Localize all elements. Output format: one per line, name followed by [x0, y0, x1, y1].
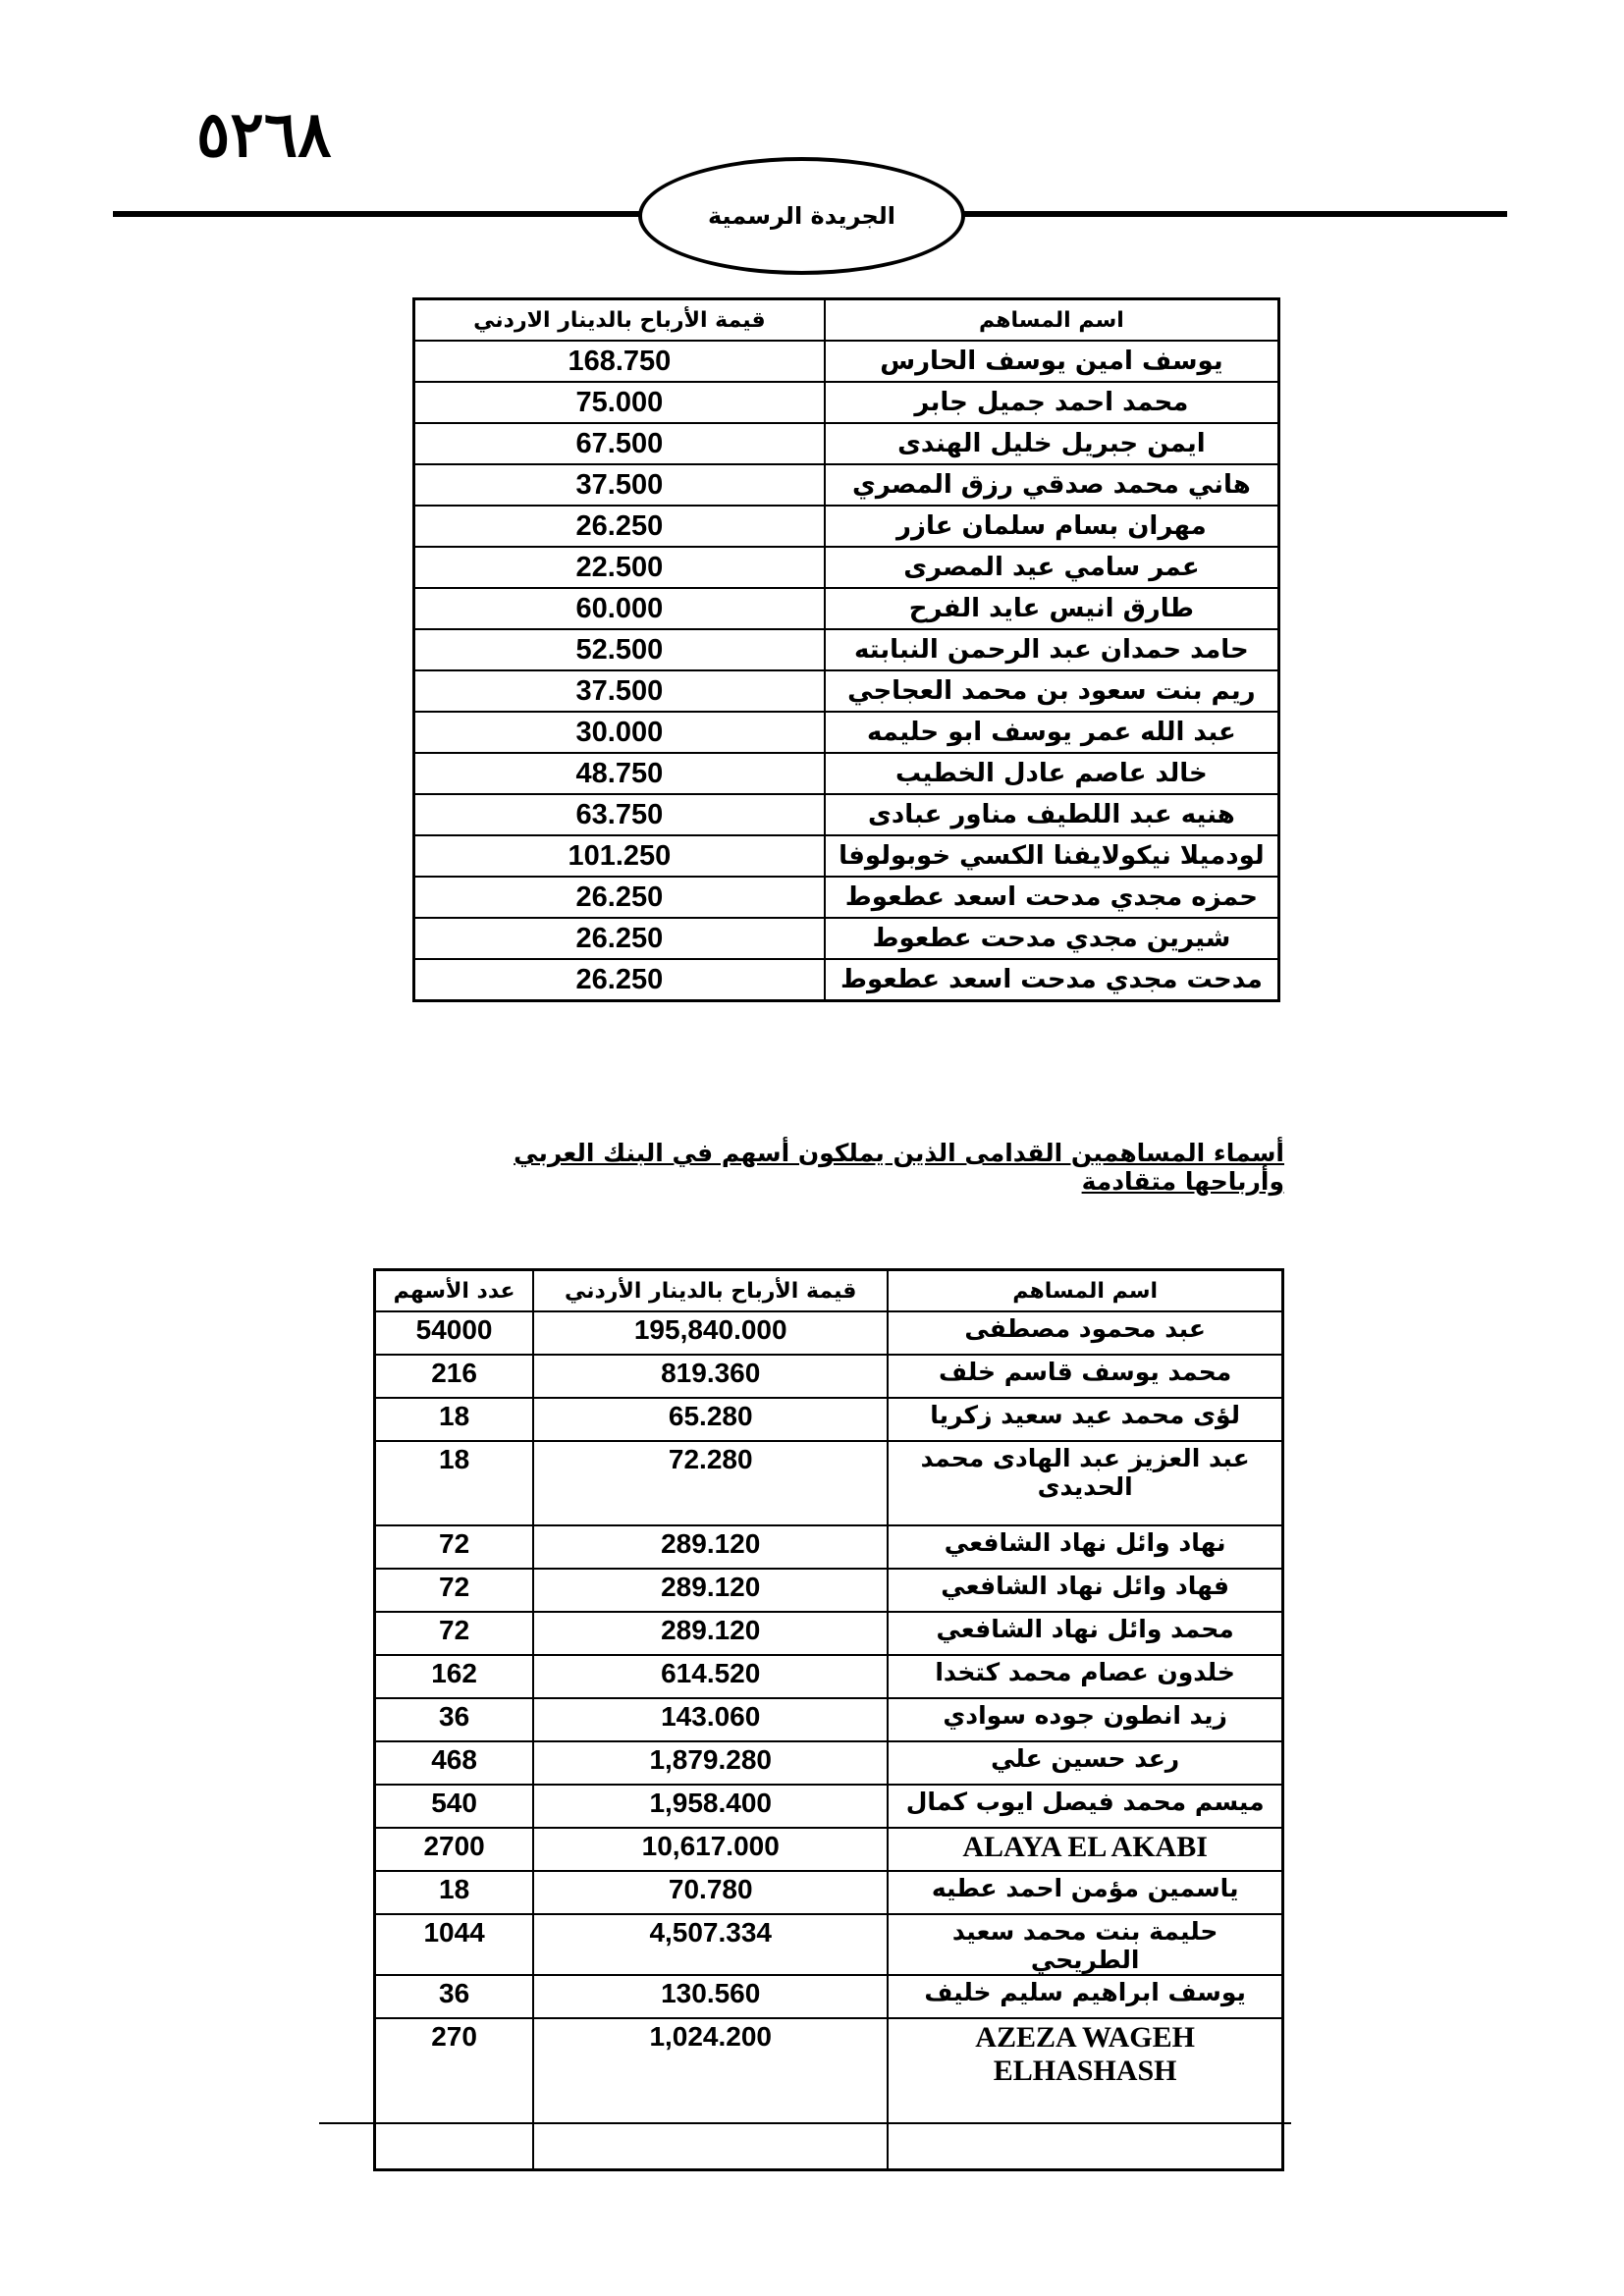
- table-row: [375, 1741, 1283, 1785]
- dividend-value: 168.750: [414, 341, 825, 382]
- table-row: [375, 1311, 1283, 1355]
- table-row: [414, 341, 1279, 382]
- shareholder-name: حمزه مجدي مدحت اسعد عطعوط: [825, 877, 1279, 918]
- header-dividends: قيمة الأرباح بالدينار الاردني: [414, 299, 825, 342]
- shareholder-name: نهاد وائل نهاد الشافعي: [888, 1525, 1282, 1569]
- shareholder-name: خالد عاصم عادل الخطيب: [825, 753, 1279, 794]
- table-row: [414, 464, 1279, 506]
- table-row: [414, 918, 1279, 959]
- dividend-value: 30.000: [414, 712, 825, 753]
- table-row: [375, 1655, 1283, 1698]
- table-row: [414, 877, 1279, 918]
- share-count: 270: [375, 2018, 534, 2170]
- shareholder-name: محمد احمد جميل جابر: [825, 382, 1279, 423]
- shareholder-name: ALAYA EL AKABI: [888, 1828, 1282, 1871]
- table-row: [414, 794, 1279, 835]
- share-count: 18: [375, 1871, 534, 1914]
- dividend-value: 614.520: [533, 1655, 888, 1698]
- table-row: [375, 1871, 1283, 1914]
- shareholder-name: طارق انيس عايد الفرح: [825, 588, 1279, 629]
- shareholder-name: هنيه عبد اللطيف مناور عبادى: [825, 794, 1279, 835]
- dividend-value: 26.250: [414, 918, 825, 959]
- table-row: [375, 1698, 1283, 1741]
- table-row: [414, 629, 1279, 670]
- share-count: 36: [375, 1698, 534, 1741]
- table-row: [414, 506, 1279, 547]
- shareholder-name: هاني محمد صدقي رزق المصري: [825, 464, 1279, 506]
- dividend-value: 1,879.280: [533, 1741, 888, 1785]
- table-row: [414, 382, 1279, 423]
- shareholder-name: شيرين مجدي مدحت عطعوط: [825, 918, 1279, 959]
- shareholder-name: عبد الله عمر يوسف ابو حليمه: [825, 712, 1279, 753]
- dividend-value: 22.500: [414, 547, 825, 588]
- shareholder-name: محمد وائل نهاد الشافعي: [888, 1612, 1282, 1655]
- share-count: 72: [375, 1612, 534, 1655]
- share-count: 468: [375, 1741, 534, 1785]
- dividend-value: 75.000: [414, 382, 825, 423]
- dividend-value: 26.250: [414, 506, 825, 547]
- dividend-value: 1,958.400: [533, 1785, 888, 1828]
- shareholder-name: ريم بنت سعود بن محمد العجاجي: [825, 670, 1279, 712]
- dividend-value: 70.780: [533, 1871, 888, 1914]
- bottom-rule: [319, 2122, 1291, 2124]
- share-count: 2700: [375, 1828, 534, 1871]
- shareholder-name: فهاد وائل نهاد الشافعي: [888, 1569, 1282, 1612]
- dividend-value: 819.360: [533, 1355, 888, 1398]
- share-count: 54000: [375, 1311, 534, 1355]
- page-number: ٥٢٦٨: [196, 98, 332, 172]
- dividend-value: 67.500: [414, 423, 825, 464]
- dividends-table: [412, 297, 1280, 1002]
- table-row: [375, 1914, 1283, 1975]
- table-row: [375, 1975, 1283, 2018]
- shareholder-name: رعد حسين علي: [888, 1741, 1282, 1785]
- share-count: 216: [375, 1355, 534, 1398]
- table-header-row: [414, 299, 1279, 342]
- table-row: [375, 1525, 1283, 1569]
- table-row: [375, 1441, 1283, 1525]
- table-row: [414, 670, 1279, 712]
- shareholder-name: AZEZA WAGEH ELHASHASH: [888, 2018, 1282, 2170]
- dividend-value: 26.250: [414, 959, 825, 1001]
- dividend-value: 101.250: [414, 835, 825, 877]
- share-count: 1044: [375, 1914, 534, 1975]
- gazette-title: الجريدة الرسمية: [638, 157, 965, 275]
- dividend-value: 52.500: [414, 629, 825, 670]
- table-row: [375, 1828, 1283, 1871]
- share-count: 36: [375, 1975, 534, 2018]
- shareholder-name: عبد محمود مصطفى: [888, 1311, 1282, 1355]
- shareholder-name: خلدون عصام محمد كتخدا: [888, 1655, 1282, 1698]
- shareholder-name: عمر سامي عيد المصرى: [825, 547, 1279, 588]
- shareholder-name: حامد حمدان عبد الرحمن النبابته: [825, 629, 1279, 670]
- dividend-value: 130.560: [533, 1975, 888, 2018]
- shareholder-name: ياسمين مؤمن احمد عطيه: [888, 1871, 1282, 1914]
- share-count: 540: [375, 1785, 534, 1828]
- dividend-value: 4,507.334: [533, 1914, 888, 1975]
- share-count: 72: [375, 1525, 534, 1569]
- header-shareholder-name: اسم المساهم: [825, 299, 1279, 342]
- table-row: [375, 1569, 1283, 1612]
- shareholder-name: مدحت مجدي مدحت اسعد عطعوط: [825, 959, 1279, 1001]
- dividend-value: 72.280: [533, 1441, 888, 1525]
- shareholder-name: لؤى محمد عيد سعيد زكريا: [888, 1398, 1282, 1441]
- share-count: 72: [375, 1569, 534, 1612]
- dividend-value: 37.500: [414, 464, 825, 506]
- shareholder-name: محمد يوسف قاسم خلف: [888, 1355, 1282, 1398]
- shareholder-name: ميسم محمد فيصل ايوب كمال: [888, 1785, 1282, 1828]
- dividend-value: 65.280: [533, 1398, 888, 1441]
- table-header-row: [375, 1270, 1283, 1312]
- table-row: [375, 1398, 1283, 1441]
- dividend-value: 10,617.000: [533, 1828, 888, 1871]
- dividend-value: 289.120: [533, 1525, 888, 1569]
- share-count: 162: [375, 1655, 534, 1698]
- table-row: [375, 2018, 1283, 2170]
- header-dividends: قيمة الأرباح بالدينار الأردني: [533, 1270, 888, 1312]
- header-shares: عدد الأسهم: [375, 1270, 534, 1312]
- shareholder-name: عبد العزيز عبد الهادى محمد الحديدى: [888, 1441, 1282, 1525]
- dividend-value: 48.750: [414, 753, 825, 794]
- shareholder-name: حليمة بنت محمد سعيد الطريحي: [888, 1914, 1282, 1975]
- dividend-value: 26.250: [414, 877, 825, 918]
- table-row: [375, 1355, 1283, 1398]
- dividend-value: 60.000: [414, 588, 825, 629]
- table-row: [414, 835, 1279, 877]
- dividend-value: 63.750: [414, 794, 825, 835]
- table-row: [414, 547, 1279, 588]
- share-count: 18: [375, 1398, 534, 1441]
- table-row: [375, 1612, 1283, 1655]
- table-row: [414, 753, 1279, 794]
- dividend-value: 143.060: [533, 1698, 888, 1741]
- shareholder-name: يوسف امين يوسف الحارس: [825, 341, 1279, 382]
- table-row: [375, 1785, 1283, 1828]
- dividend-value: 195,840.000: [533, 1311, 888, 1355]
- dividend-value: 289.120: [533, 1612, 888, 1655]
- table-row: [414, 423, 1279, 464]
- section-title: أسماء المساهمين القدامى الذين يملكون أسهم في البنك العربي وأرباحها متقادمة: [514, 1139, 1284, 1196]
- old-shareholders-table: [373, 1268, 1284, 2171]
- dividend-value: 1,024.200: [533, 2018, 888, 2170]
- header-shareholder-name: اسم المساهم: [888, 1270, 1282, 1312]
- table-row: [414, 959, 1279, 1001]
- shareholder-name: مهران بسام سلمان عازر: [825, 506, 1279, 547]
- dividend-value: 37.500: [414, 670, 825, 712]
- table-row: [414, 588, 1279, 629]
- shareholder-name: يوسف ابراهيم سليم خليف: [888, 1975, 1282, 2018]
- shareholder-name: زيد انطون جوده سوادي: [888, 1698, 1282, 1741]
- table-row: [414, 712, 1279, 753]
- dividend-value: 289.120: [533, 1569, 888, 1612]
- share-count: 18: [375, 1441, 534, 1525]
- shareholder-name: ايمن جبريل خليل الهندى: [825, 423, 1279, 464]
- shareholder-name: لودميلا نيكولايفنا الكسي خوبولوفا: [825, 835, 1279, 877]
